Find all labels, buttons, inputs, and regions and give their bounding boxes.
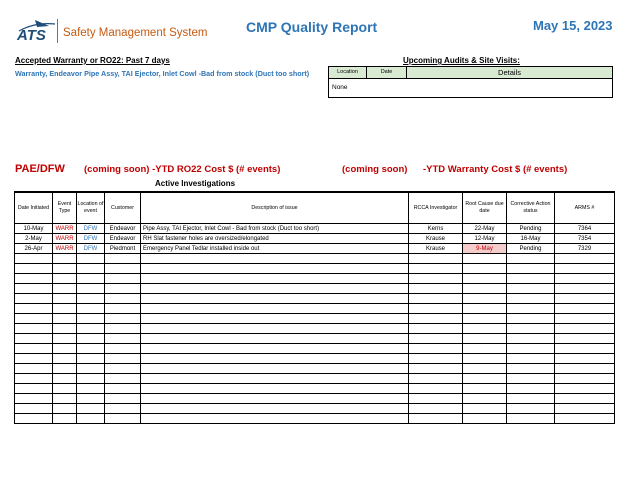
empty-cell — [555, 314, 615, 324]
empty-cell — [105, 404, 141, 414]
empty-cell — [53, 374, 77, 384]
cell-customer: Endeavor — [105, 234, 141, 244]
empty-row — [15, 264, 615, 274]
column-header: Description of issue — [141, 192, 409, 224]
empty-cell — [409, 264, 463, 274]
upcoming-audits-title: Upcoming Audits & Site Visits: — [403, 56, 520, 65]
empty-row — [15, 414, 615, 424]
empty-cell — [53, 304, 77, 314]
cell-date: 10-May — [15, 224, 53, 234]
empty-cell — [77, 414, 105, 424]
empty-cell — [105, 254, 141, 264]
column-header: Customer — [105, 192, 141, 224]
empty-cell — [409, 374, 463, 384]
empty-cell — [141, 334, 409, 344]
cell-due: 9-May — [463, 244, 507, 254]
empty-cell — [53, 354, 77, 364]
empty-cell — [105, 314, 141, 324]
empty-cell — [555, 374, 615, 384]
empty-row — [15, 374, 615, 384]
empty-cell — [77, 264, 105, 274]
active-investigations-title: Active Investigations — [155, 179, 236, 188]
empty-row — [15, 344, 615, 354]
empty-cell — [105, 264, 141, 274]
empty-cell — [77, 254, 105, 264]
empty-cell — [77, 294, 105, 304]
empty-cell — [555, 414, 615, 424]
empty-cell — [507, 344, 555, 354]
cell-investigator: Kerns — [409, 224, 463, 234]
empty-cell — [463, 334, 507, 344]
empty-cell — [555, 264, 615, 274]
empty-cell — [15, 344, 53, 354]
empty-row — [15, 304, 615, 314]
column-header: Event Type — [53, 192, 77, 224]
empty-cell — [15, 384, 53, 394]
cell-status: 16-May — [507, 234, 555, 244]
empty-cell — [463, 294, 507, 304]
report-date: May 15, 2023 — [533, 18, 613, 33]
empty-cell — [555, 334, 615, 344]
empty-cell — [53, 364, 77, 374]
empty-row — [15, 364, 615, 374]
empty-cell — [77, 344, 105, 354]
upcoming-audits-header — [329, 67, 612, 79]
empty-cell — [77, 284, 105, 294]
empty-cell — [141, 304, 409, 314]
empty-cell — [555, 254, 615, 264]
system-name: Safety Management System — [63, 27, 208, 39]
cell-type: WARR — [53, 244, 77, 254]
cell-status: Pending — [507, 244, 555, 254]
empty-cell — [15, 314, 53, 324]
empty-row — [15, 314, 615, 324]
table-row — [15, 224, 615, 234]
empty-cell — [141, 394, 409, 404]
empty-cell — [15, 334, 53, 344]
empty-cell — [409, 274, 463, 284]
cell-arms: 7329 — [555, 244, 615, 254]
empty-cell — [105, 394, 141, 404]
cell-date: 2-May — [15, 234, 53, 244]
empty-cell — [409, 324, 463, 334]
empty-cell — [53, 284, 77, 294]
column-header: ARMS # — [555, 192, 615, 224]
accepted-warranty-title: Accepted Warranty or RO22: Past 7 days — [15, 56, 170, 65]
cell-investigator: Krause — [409, 234, 463, 244]
empty-cell — [53, 254, 77, 264]
empty-cell — [77, 334, 105, 344]
empty-row — [15, 324, 615, 334]
ytd-ro22-cost: (coming soon) -YTD RO22 Cost $ (# events) — [84, 164, 281, 175]
col-location: Location — [329, 67, 367, 78]
empty-cell — [463, 324, 507, 334]
empty-cell — [507, 374, 555, 384]
empty-cell — [105, 274, 141, 284]
empty-cell — [141, 254, 409, 264]
empty-cell — [53, 294, 77, 304]
empty-cell — [141, 404, 409, 414]
empty-cell — [463, 344, 507, 354]
empty-cell — [53, 314, 77, 324]
empty-cell — [507, 414, 555, 424]
empty-cell — [409, 254, 463, 264]
empty-row — [15, 384, 615, 394]
empty-cell — [141, 384, 409, 394]
empty-cell — [53, 414, 77, 424]
ats-logo-text: ATS — [17, 27, 46, 44]
cell-due: 22-May — [463, 224, 507, 234]
empty-cell — [77, 364, 105, 374]
empty-cell — [409, 354, 463, 364]
empty-cell — [77, 374, 105, 384]
empty-cell — [507, 364, 555, 374]
cell-desc: RH Slat fastener holes are oversized/elongated — [141, 234, 409, 244]
empty-cell — [53, 384, 77, 394]
cell-loc: DFW — [77, 234, 105, 244]
empty-cell — [507, 404, 555, 414]
empty-cell — [15, 294, 53, 304]
empty-row — [15, 354, 615, 364]
empty-cell — [53, 404, 77, 414]
empty-cell — [507, 324, 555, 334]
empty-cell — [507, 264, 555, 274]
column-header: Location of event — [77, 192, 105, 224]
empty-cell — [77, 354, 105, 364]
upcoming-audits-table — [328, 66, 613, 98]
cell-type: WARR — [53, 234, 77, 244]
empty-cell — [77, 314, 105, 324]
cell-arms: 7364 — [555, 224, 615, 234]
empty-cell — [105, 334, 141, 344]
empty-cell — [15, 264, 53, 274]
empty-cell — [507, 254, 555, 264]
empty-cell — [463, 354, 507, 364]
empty-cell — [409, 344, 463, 354]
empty-row — [15, 254, 615, 264]
investigations-body — [15, 224, 615, 424]
cell-loc: DFW — [77, 244, 105, 254]
ytd-warranty-cost: -YTD Warranty Cost $ (# events) — [423, 164, 568, 175]
empty-cell — [105, 304, 141, 314]
empty-cell — [409, 294, 463, 304]
empty-cell — [555, 274, 615, 284]
cell-type: WARR — [53, 224, 77, 234]
empty-cell — [53, 274, 77, 284]
empty-cell — [555, 384, 615, 394]
empty-cell — [507, 394, 555, 404]
empty-cell — [507, 304, 555, 314]
empty-cell — [15, 304, 53, 314]
empty-cell — [409, 334, 463, 344]
empty-cell — [463, 394, 507, 404]
empty-cell — [463, 384, 507, 394]
empty-cell — [141, 364, 409, 374]
empty-cell — [141, 294, 409, 304]
empty-cell — [105, 344, 141, 354]
empty-cell — [555, 294, 615, 304]
empty-cell — [141, 284, 409, 294]
empty-cell — [141, 324, 409, 334]
empty-cell — [15, 324, 53, 334]
empty-cell — [463, 414, 507, 424]
empty-row — [15, 394, 615, 404]
empty-cell — [507, 334, 555, 344]
empty-cell — [409, 404, 463, 414]
empty-cell — [15, 354, 53, 364]
empty-cell — [53, 334, 77, 344]
empty-row — [15, 284, 615, 294]
investigations-table — [14, 191, 615, 424]
empty-cell — [141, 274, 409, 284]
empty-cell — [105, 374, 141, 384]
column-header: Corrective Action status — [507, 192, 555, 224]
empty-cell — [463, 274, 507, 284]
empty-cell — [53, 264, 77, 274]
empty-cell — [463, 284, 507, 294]
empty-cell — [463, 364, 507, 374]
empty-cell — [555, 364, 615, 374]
empty-cell — [15, 274, 53, 284]
warranty-coming-soon: (coming soon) — [342, 164, 408, 175]
empty-cell — [15, 364, 53, 374]
column-header: RCCA Investigator — [409, 192, 463, 224]
empty-cell — [15, 254, 53, 264]
empty-cell — [105, 324, 141, 334]
accepted-warranty-body: Warranty, Endeavor Pipe Assy, TAI Ejector, Inlet Cowl -Bad from stock (Duct too short) — [15, 69, 310, 78]
empty-row — [15, 274, 615, 284]
empty-cell — [15, 414, 53, 424]
table-row — [15, 244, 615, 254]
empty-cell — [77, 384, 105, 394]
empty-cell — [141, 414, 409, 424]
empty-cell — [463, 254, 507, 264]
cell-status: Pending — [507, 224, 555, 234]
empty-cell — [105, 284, 141, 294]
empty-cell — [15, 374, 53, 384]
empty-cell — [507, 294, 555, 304]
empty-cell — [409, 384, 463, 394]
empty-row — [15, 334, 615, 344]
empty-cell — [409, 414, 463, 424]
empty-cell — [409, 364, 463, 374]
empty-cell — [77, 274, 105, 284]
empty-cell — [53, 324, 77, 334]
empty-cell — [555, 344, 615, 354]
empty-cell — [409, 394, 463, 404]
cell-date: 26-Apr — [15, 244, 53, 254]
empty-cell — [105, 384, 141, 394]
investigations-header-row — [15, 192, 615, 224]
empty-cell — [555, 394, 615, 404]
empty-cell — [507, 354, 555, 364]
empty-cell — [141, 314, 409, 324]
report-title: CMP Quality Report — [246, 19, 378, 35]
empty-cell — [15, 284, 53, 294]
empty-cell — [463, 264, 507, 274]
empty-cell — [77, 404, 105, 414]
empty-cell — [77, 394, 105, 404]
empty-cell — [463, 374, 507, 384]
empty-cell — [15, 394, 53, 404]
empty-cell — [105, 414, 141, 424]
cell-investigator: Krause — [409, 244, 463, 254]
empty-cell — [507, 384, 555, 394]
empty-cell — [141, 264, 409, 274]
empty-cell — [105, 354, 141, 364]
empty-cell — [53, 344, 77, 354]
empty-cell — [463, 404, 507, 414]
empty-cell — [77, 304, 105, 314]
empty-cell — [555, 284, 615, 294]
col-date: Date — [367, 67, 407, 78]
column-header: Date Initiated — [15, 192, 53, 224]
empty-cell — [507, 314, 555, 324]
empty-cell — [409, 304, 463, 314]
empty-cell — [15, 404, 53, 414]
cell-desc: Emergency Panel Tedlar installed inside out — [141, 244, 409, 254]
empty-cell — [409, 284, 463, 294]
cell-desc: Pipe Assy, TAI Ejector, Inlet Cowl - Bad from stock (Duct too short) — [141, 224, 409, 234]
cell-loc: DFW — [77, 224, 105, 234]
empty-cell — [555, 304, 615, 314]
empty-cell — [53, 394, 77, 404]
col-details: Details — [498, 68, 521, 77]
empty-cell — [507, 274, 555, 284]
cell-due: 12-May — [463, 234, 507, 244]
empty-cell — [463, 314, 507, 324]
table-row — [15, 234, 615, 244]
empty-cell — [105, 294, 141, 304]
section-label: PAE/DFW — [15, 163, 65, 175]
empty-cell — [409, 314, 463, 324]
empty-cell — [507, 284, 555, 294]
empty-cell — [141, 374, 409, 384]
empty-cell — [141, 354, 409, 364]
empty-cell — [555, 404, 615, 414]
cell-customer: Piedmont — [105, 244, 141, 254]
empty-cell — [555, 324, 615, 334]
empty-cell — [555, 354, 615, 364]
empty-cell — [77, 324, 105, 334]
empty-cell — [463, 304, 507, 314]
empty-cell — [105, 364, 141, 374]
cell-customer: Endeavor — [105, 224, 141, 234]
column-header: Root Cause due date — [463, 192, 507, 224]
upcoming-audits-value: None — [332, 84, 348, 91]
cell-arms: 7354 — [555, 234, 615, 244]
empty-row — [15, 404, 615, 414]
logo-divider — [57, 19, 58, 43]
empty-row — [15, 294, 615, 304]
empty-cell — [141, 344, 409, 354]
